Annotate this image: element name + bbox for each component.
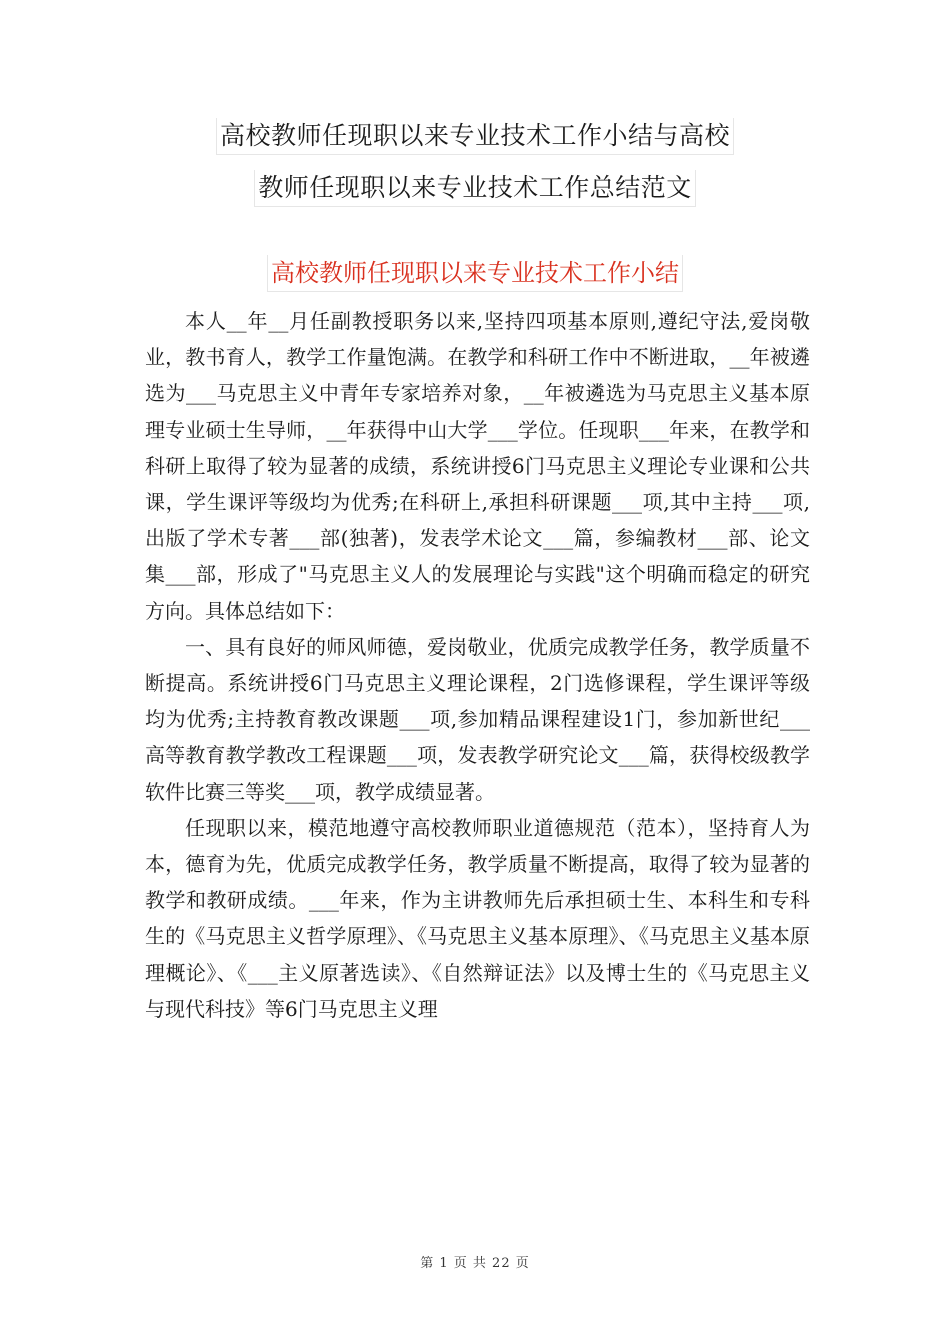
title-text-1: 高校教师任现职以来专业技术工作小结与高校 bbox=[216, 118, 734, 155]
page-number-footer: 第 1 页 共 22 页 bbox=[420, 1256, 530, 1271]
paragraph: 本人__年__月任副教授职务以来,坚持四项基本原则,遵纪守法,爱岗敬业，教书育人，教学工作量饱满。在教学和科研工作中不断进取，__年被遴选为___马克思主义中青年专家培养对象，__年被遴选为马克思主义基本原理专业硕士生导师，__年获得中山大学___学位。任现职___年来，在教学和科研上取得了较为显著的成绩，系统讲授6门马克思主义理论专业课和公共课，学生课评等级均为优秀;在科研上,承担科研课题___项,其中主持___项,出版了学术专著___部(独著)，发表学术论文___篇，参编教材___部、论文集___部，形成了"马克思主义人的发展理论与实践"这个明确而稳定的研究方向。具体总结如下： bbox=[145, 309, 810, 623]
section-title bbox=[0, 255, 950, 292]
title-text-2: 教师任现职以来专业技术工作总结范文 bbox=[254, 170, 696, 207]
document-body bbox=[145, 303, 810, 1027]
paragraph: 任现职以来，模范地遵守高校教师职业道德规范（范本），坚持育人为本，德育为先，优质完成教学任务，教学质量不断提高，取得了较为显著的教学和教研成绩。___年来，作为主讲教师先后承担硕士生、本科生和专科生的《马克思主义哲学原理》、《马克思主义基本原理》、《马克思主义基本原理概论》、《___主义原著选读》、《自然辩证法》以及博士生的《马克思主义与现代科技》等6门马克思主义理 bbox=[145, 815, 810, 1021]
document-title-line-1 bbox=[0, 118, 950, 155]
document-title-line-2 bbox=[0, 170, 950, 207]
paragraph: 一、具有良好的师风师德，爱岗敬业，优质完成教学任务，教学质量不断提高。系统讲授6门马克思主义理论课程，2门选修课程，学生课评等级均为优秀;主持教育教改课题___项,参加精品课程建设1门，参加新世纪___高等教育教学教改工程课题___项，发表教学研究论文___篇，获得校级教学软件比赛三等奖___项，教学成绩显著。 bbox=[145, 634, 810, 804]
section-title-text: 高校教师任现职以来专业技术工作小结 bbox=[267, 255, 683, 292]
